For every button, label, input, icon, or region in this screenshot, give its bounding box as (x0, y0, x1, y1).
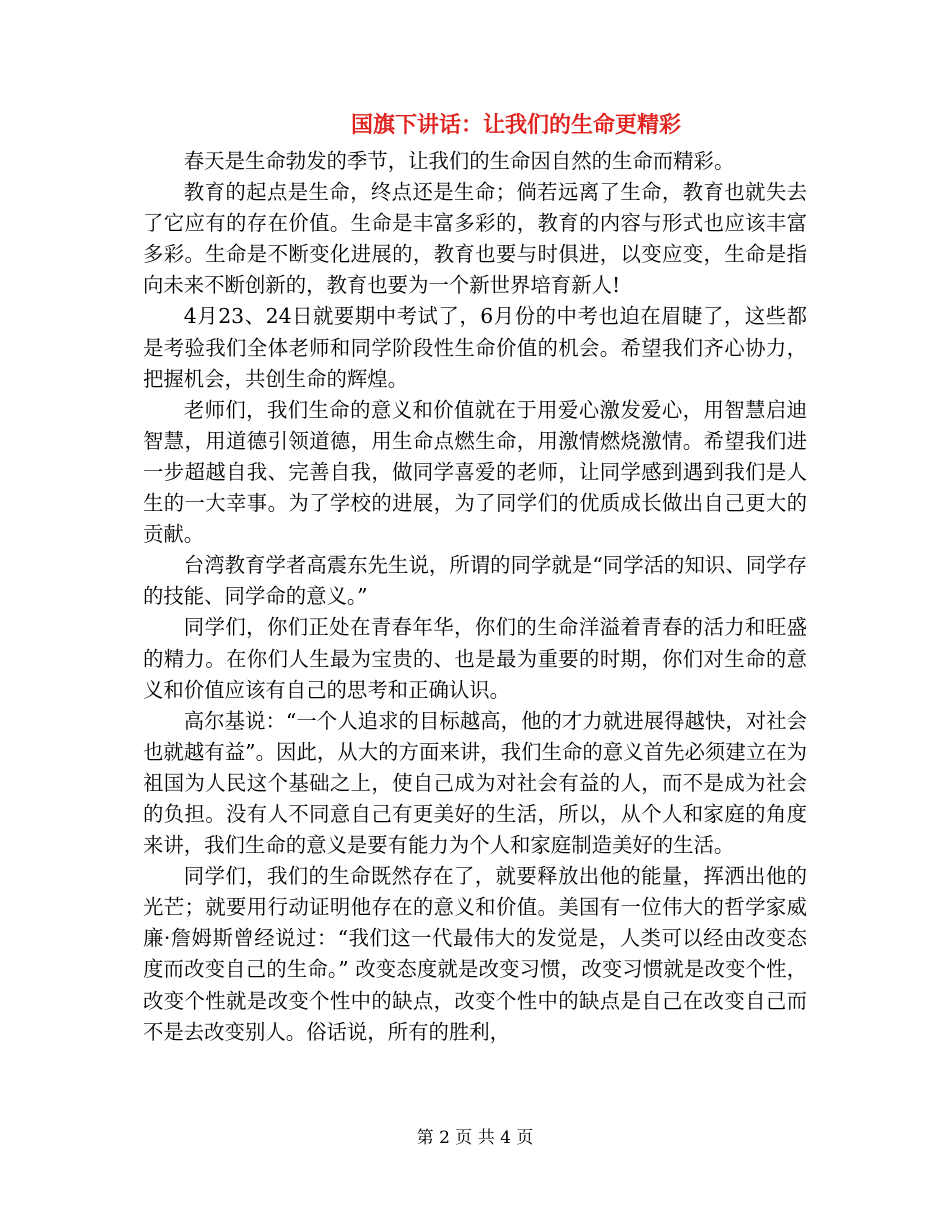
paragraph: 春天是生命勃发的季节，让我们的生命因自然的生命而精彩。 (183, 149, 735, 173)
page-number-footer: 第 2 页 共 4 页 (416, 1128, 534, 1148)
paragraph: 同学们，你们正处在青春年华，你们的生命洋溢着青春的活力和旺盛的精力。在你们人生最为宝贵的、也是最为重要的时期，你们对生命的意义和价值应该有自己的思考和正确认识。 (143, 615, 807, 702)
paragraph: 同学们，我们的生命既然存在了，就要释放出他的能量，挥洒出他的光芒；就要用行动证明他存在的意义和价值。美国有一位伟大的哲学家威廉·詹姆斯曾经说过：“我们这一代最伟大的发觉是，人类可以经由改变态度而改变自己的生命。” 改变态度就是改变习惯，改变习惯就是改变个性，改变个性就是改变个性中的缺点，改变个性中的缺点是自己在改变自己而不是去改变别人。俗话说，所有的胜利， (143, 864, 807, 1044)
paragraph: 台湾教育学者高震东先生说，所谓的同学就是“同学活的知识、同学存的技能、同学命的意义。” (143, 553, 807, 609)
paragraph: 教育的起点是生命，终点还是生命；倘若远离了生命，教育也就失去了它应有的存在价值。生命是丰富多彩的，教育的内容与形式也应该丰富多彩。生命是不断变化进展的，教育也要与时俱进，以变应变，生命是指向未来不断创新的，教育也要为一个新世界培育新人! (143, 180, 807, 298)
document-title: 国旗下讲话：让我们的生命更精彩 (350, 112, 681, 138)
paragraph: 老师们，我们生命的意义和价值就在于用爱心激发爱心，用智慧启迪智慧，用道德引领道德，用生命点燃生命，用激情燃烧激情。希望我们进一步超越自我、完善自我，做同学喜爱的老师，让同学感到遇到我们是人生的一大幸事。为了学校的进展，为了同学们的优质成长做出自己更大的贡献。 (143, 397, 807, 547)
paragraph: 高尔基说：“一个人追求的目标越高，他的才力就进展得越快，对社会也就越有益”。因此，从大的方面来讲，我们生命的意义首先必须建立在为祖国为人民这个基础之上，使自己成为对社会有益的人，而不是成为社会的负担。没有人不同意自己有更美好的生活，所以，从个人和家庭的角度来讲，我们生命的意义是要有能力为个人和家庭制造美好的生活。 (143, 708, 807, 858)
document-body (143, 146, 807, 1048)
paragraph: 4月23、24日就要期中考试了，6月份的中考也迫在眉睫了，这些都是考验我们全体老师和同学阶段性生命价值的机会。希望我们齐心协力，把握机会，共创生命的辉煌。 (143, 304, 807, 391)
